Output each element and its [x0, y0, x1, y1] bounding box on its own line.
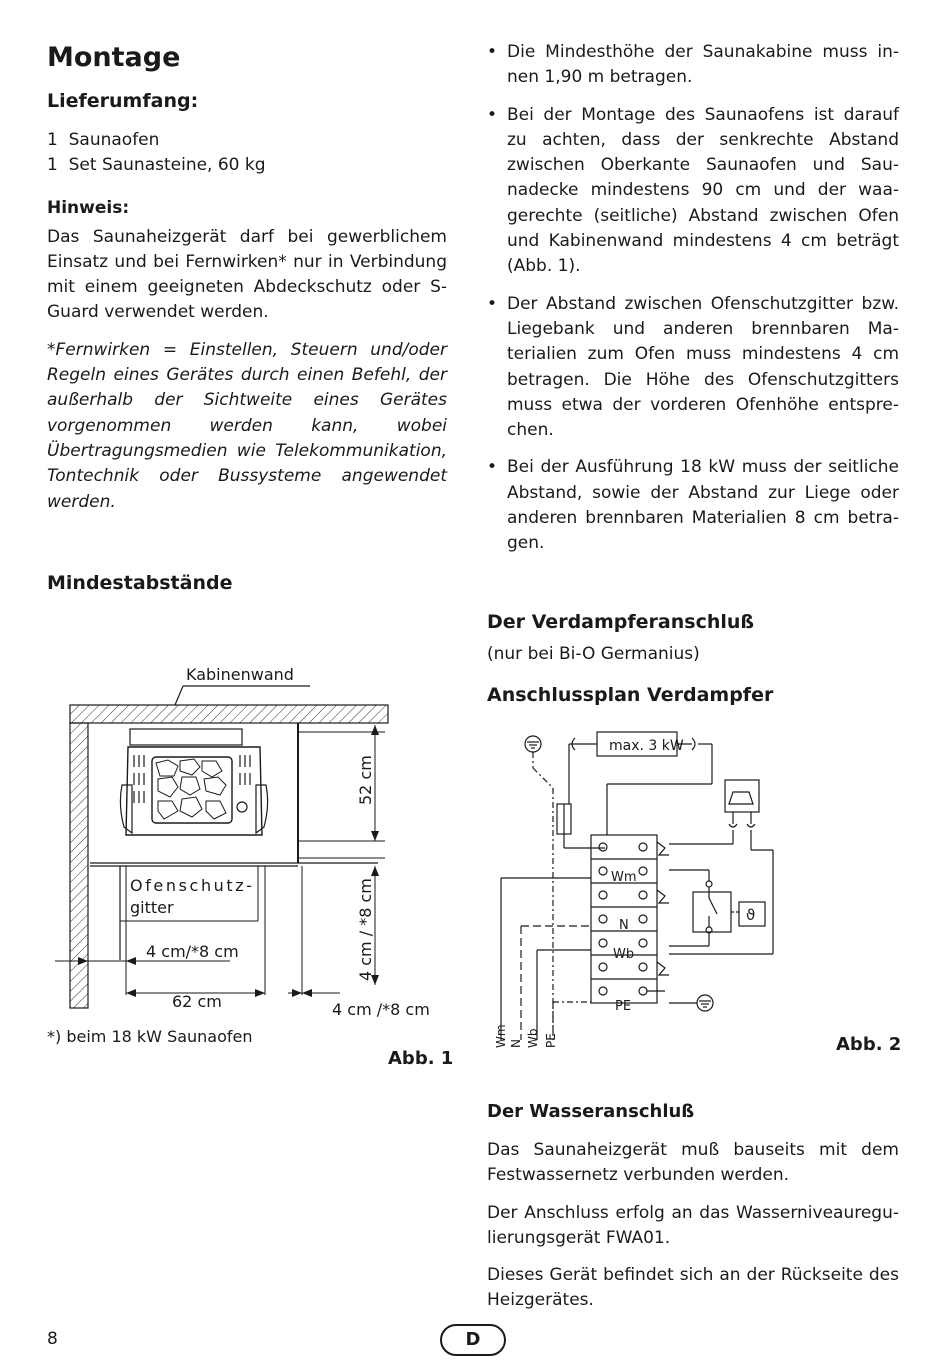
bottom-label-n: N	[509, 1039, 523, 1048]
note-heading: Hinweis:	[47, 197, 130, 218]
water-paragraph-1: Das Saunaheizgerät muß bauseits mit dem Festwassernetz verbunden werden.	[487, 1140, 899, 1186]
guard-label-line1: Ofenschutz-	[130, 876, 255, 895]
requirements-list	[487, 40, 899, 557]
terminal-label-n: N	[619, 918, 629, 933]
language-badge: D	[440, 1324, 506, 1356]
dim-width: 62 cm	[172, 992, 222, 1011]
bottom-label-wb: Wb	[526, 1028, 540, 1048]
ceiling-wall	[70, 705, 388, 723]
dim-vertical: 4 cm / *8 cm	[356, 878, 375, 981]
remote-control-footnote: *Fernwirken = Einstellen, Steuern und/oder Regeln eines Gerätes durch einen Befehl, der außerhalb der Sichtweite eines Gerätes vorgenommen werden kann, wobei Übertragungsmedien wie Telekommunikation, Tontechnik oder Bussysteme angewendet werden.	[47, 339, 447, 512]
thermostat-symbol: ϑ	[746, 906, 756, 924]
dim-side: 4 cm /*8 cm	[332, 1000, 430, 1019]
dim-guard-gap: 4 cm/*8 cm	[146, 942, 239, 961]
figure2-caption: Abb. 2	[836, 1034, 902, 1055]
guard-label-line2: gitter	[130, 898, 174, 917]
water-section	[487, 1138, 899, 1314]
terminal-label-wb: Wb	[613, 947, 635, 962]
terminal-label-pe: PE	[615, 999, 632, 1014]
bottom-label-wm: Wm	[494, 1024, 508, 1048]
sauna-heater-drawing	[120, 729, 267, 835]
bullet-distance-ceiling: • Bei der Montage des Saunaofens ist darauf zu achten, dass der senkrechte Abstand zwischen Oberkante Saunaofen und Saunadecke mindestens 90 cm und der waagerechte (seitliche) Abstand zwischen Ofen und Kabinenwand mindestens 4 cm beträgt (Abb. 1).	[487, 103, 899, 280]
scope-item-stones: 1 Set Saunasteine, 60 kg	[47, 155, 266, 176]
scope-heading: Lieferumfang:	[47, 90, 199, 112]
evaporator-heading: Der Verdampferanschluß	[487, 611, 755, 633]
page-title: Montage	[47, 42, 181, 73]
bullet-min-height: • Die Mindesthöhe der Saunakabine muss innen 1,90 m betragen.	[487, 40, 899, 91]
water-heading: Der Wasseranschluß	[487, 1101, 695, 1122]
figure-wiring-diagram	[487, 720, 907, 1060]
scope-item-heater: 1 Saunaofen	[47, 130, 160, 150]
terminal-label-wm: Wm	[611, 870, 637, 885]
right-column	[487, 40, 899, 569]
note-text: Das Saunaheizgerät darf bei gewerblichem Einsatz und bei Fernwirken* nur in Verbindung mit einem geeigneten Abdeckschutz oder S-Guard verwendet werden.	[47, 226, 447, 323]
figure-minimum-distances	[40, 655, 460, 1075]
bullet-18kw: • Bei der Ausführung 18 kW muss der seitliche Abstand, sowie der Abstand zur Liege oder anderen brennbaren Materialien 8 cm betragen.	[487, 455, 899, 556]
bottom-label-pe: PE	[544, 1033, 558, 1048]
distances-heading: Mindestabstände	[47, 572, 233, 594]
evaporator-subtitle: (nur bei Bi-O Germanius)	[487, 644, 700, 664]
bullet-guard-distance: • Der Abstand zwischen Ofenschutzgitter bzw. Liegebank und anderen brennbaren Materialien zum Ofen muss mindestens 4 cm betragen. Die Höhe des Ofenschutzgitters muss etwa der vorderen Ofenhöhe entsprechen.	[487, 292, 899, 444]
figure1-caption: Abb. 1	[388, 1048, 454, 1069]
page-number: 8	[47, 1329, 58, 1349]
fuse-label: max. 3 kW	[609, 738, 684, 754]
cabin-wall	[70, 723, 88, 1008]
wall-label: Kabinenwand	[186, 665, 294, 684]
wiring-plan-heading: Anschlussplan Verdampfer	[487, 684, 774, 706]
dim-top: 52 cm	[356, 755, 375, 805]
figure1-footnote: *) beim 18 kW Saunaofen	[47, 1027, 253, 1046]
left-column	[47, 40, 447, 515]
water-paragraph-3: Dieses Gerät befindet sich an der Rückseite des Heizgerätes.	[487, 1265, 899, 1311]
water-paragraph-2: Der Anschluss erfolg an das Wasserniveauregulierungsgerät FWA01.	[487, 1202, 899, 1248]
